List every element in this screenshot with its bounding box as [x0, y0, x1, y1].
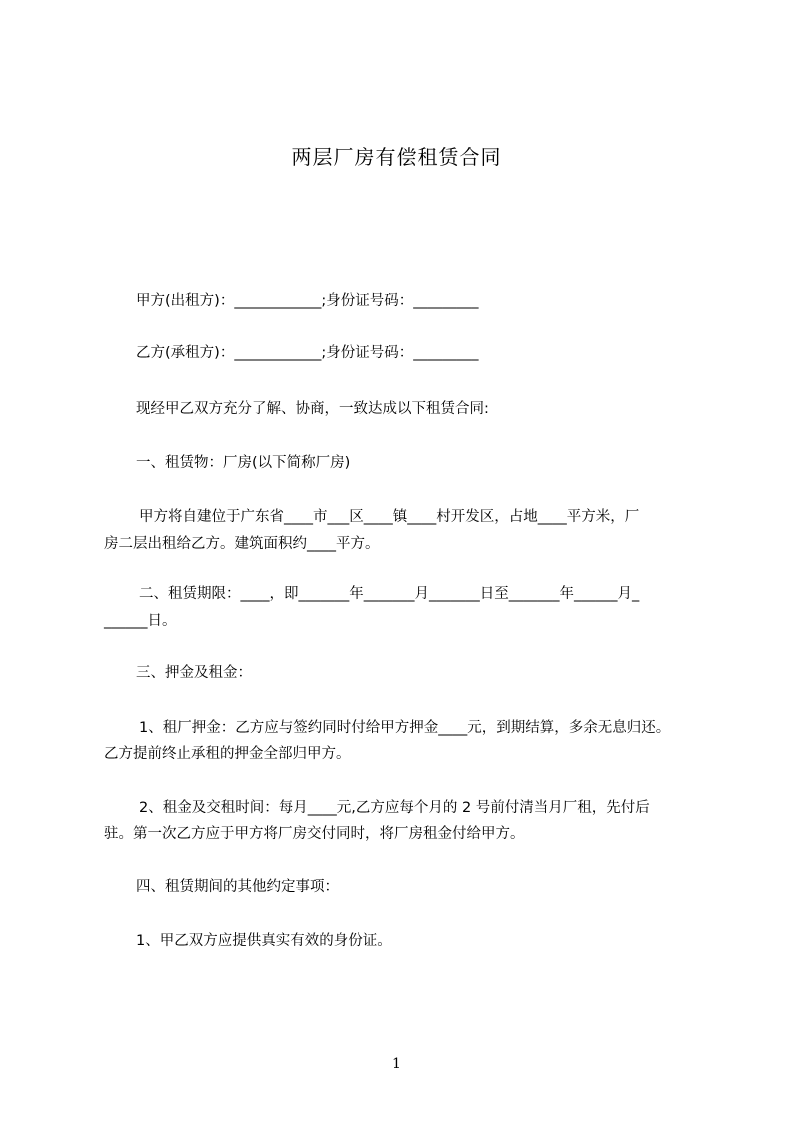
intro-paragraph: 现经甲乙双方充分了解、协商，一致达成以下租赁合同: — [136, 401, 489, 417]
party-b-line: 乙方(承租方)：____________;身份证号码：_________ — [136, 345, 479, 361]
section-4-item-1: 1、甲乙双方应提供真实有效的身份证。 — [136, 933, 392, 949]
section-1-line-1: 甲方将自建位于广东省____市___区____镇____村开发区，占地____平方米，厂 — [139, 509, 640, 525]
section-3-item-2-line-1: 2、租金及交租时间：每月____元,乙方应每个月的 2 号前付清当月厂租，先付后 — [139, 800, 650, 816]
section-3-item-1-line-2: 乙方提前终止承租的押金全部归甲方。 — [104, 746, 351, 762]
section-2-line-1: 二、租赁期限：____，即_______年_______月_______日至_______年______月_ — [139, 586, 640, 602]
section-1-line-2: 房二层出租给乙方。建筑面积约____平方。 — [104, 536, 380, 552]
page-number: 1 — [392, 1056, 401, 1072]
section-1-heading: 一、租赁物：厂房(以下简称厂房) — [136, 455, 351, 471]
section-3-item-2-line-2: 驻。第一次乙方应于甲方将厂房交付同时，将厂房租金付给甲方。 — [104, 826, 525, 842]
section-2-line-2: ______日。 — [104, 613, 177, 629]
section-4-heading: 四、租赁期间的其他约定事项： — [136, 879, 339, 895]
section-3-item-1-line-1: 1、租厂押金：乙方应与签约同时付给甲方押金____元，到期结算，多余无息归还。 — [139, 720, 671, 736]
document-title: 两层厂房有偿租赁合同 — [291, 145, 502, 169]
section-3-heading: 三、押金及租金： — [136, 665, 252, 681]
party-a-line: 甲方(出租方)：____________;身份证号码：_________ — [136, 293, 479, 309]
